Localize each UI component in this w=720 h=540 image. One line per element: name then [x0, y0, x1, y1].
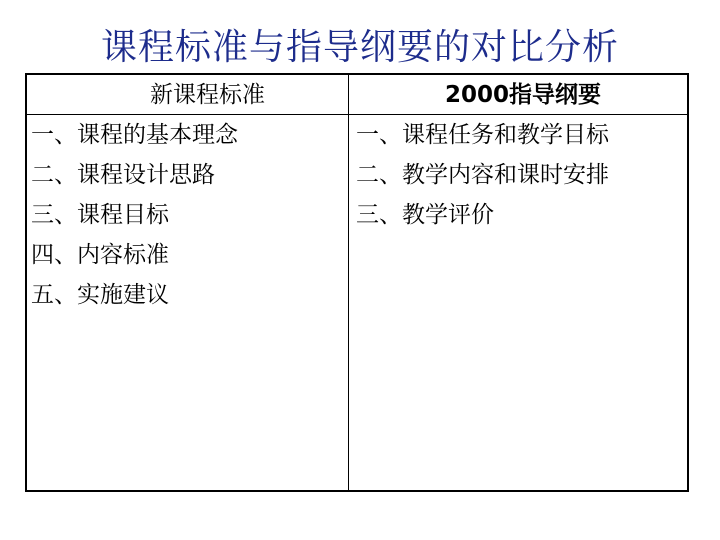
list-item: 一、课程任务和教学目标: [356, 122, 609, 148]
list-item: 五、实施建议: [31, 282, 169, 308]
guideline-2000-list: [349, 115, 687, 235]
list-item: 二、教学内容和课时安排: [356, 162, 609, 188]
list-item: 二、课程设计思路: [31, 162, 215, 188]
list-item: 四、内容标准: [31, 242, 169, 268]
guideline-2000-header: 2000指导纲要: [349, 75, 687, 115]
list-item: 三、课程目标: [31, 202, 169, 228]
slide-title: 课程标准与指导纲要的对比分析: [100, 27, 619, 68]
new-curriculum-header: 新课程标准: [27, 75, 348, 115]
comparison-table: [25, 73, 689, 492]
new-curriculum-list: [27, 115, 348, 315]
list-item: 三、教学评价: [356, 202, 494, 228]
list-item: 一、课程的基本理念: [31, 122, 238, 148]
new-curriculum-column: [27, 75, 349, 490]
guideline-2000-column: [349, 75, 687, 490]
